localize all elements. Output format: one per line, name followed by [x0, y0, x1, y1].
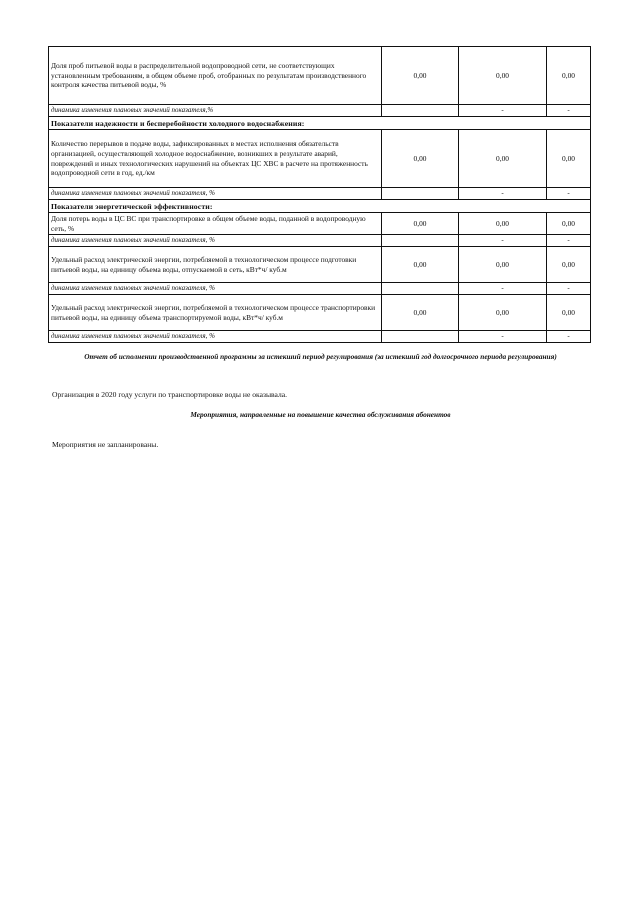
dynamics-value — [382, 331, 459, 343]
dynamics-row — [49, 188, 591, 200]
dynamics-value: - — [459, 283, 547, 295]
dynamics-value — [382, 105, 459, 117]
dynamics-value: - — [547, 283, 591, 295]
dynamics-value: - — [547, 331, 591, 343]
indicator-value: 0,00 — [547, 130, 591, 188]
indicator-label: Доля потерь воды в ЦС ВС при транспортировке в общем объеме воды, поданной в водопроводную сеть, % — [49, 213, 382, 235]
indicator-value: 0,00 — [547, 47, 591, 105]
indicator-value: 0,00 — [382, 47, 459, 105]
indicator-value: 0,00 — [382, 130, 459, 188]
dynamics-value: - — [547, 235, 591, 247]
section-title: Показатели энергетической эффективности: — [49, 200, 591, 213]
indicator-value: 0,00 — [459, 295, 547, 331]
dynamics-label: динамика изменения плановых значений показателя, % — [49, 331, 382, 343]
dynamics-row — [49, 331, 591, 343]
dynamics-row — [49, 105, 591, 117]
dynamics-value — [382, 235, 459, 247]
dynamics-value: - — [547, 188, 591, 200]
indicator-value: 0,00 — [547, 213, 591, 235]
indicator-value: 0,00 — [459, 213, 547, 235]
dynamics-value: - — [459, 331, 547, 343]
report-heading: Отчет об исполнении производственной программы за истекший период регулирования (за истекший год долгосрочного периода регулирования) — [84, 352, 557, 361]
measures-heading: Мероприятия, направленные на повышение качества обслуживания абонентов — [190, 410, 451, 419]
dynamics-value: - — [459, 105, 547, 117]
dynamics-label: динамика изменения плановых значений показателя, % — [49, 235, 382, 247]
section-row — [49, 117, 591, 130]
indicator-row — [49, 47, 591, 105]
indicator-value: 0,00 — [382, 295, 459, 331]
dynamics-value: - — [547, 105, 591, 117]
dynamics-row — [49, 283, 591, 295]
indicator-value: 0,00 — [459, 130, 547, 188]
section-title: Показатели надежности и бесперебойности холодного водоснабжения: — [49, 117, 591, 130]
indicator-value: 0,00 — [547, 247, 591, 283]
indicator-row — [49, 213, 591, 235]
indicator-label: Удельный расход электрической энергии, потребляемой в технологическом процессе подготовки питьевой воды, на единицу объема воды, отпускаемой в сеть, кВт*ч/ куб.м — [49, 247, 382, 283]
indicator-row — [49, 247, 591, 283]
indicator-value: 0,00 — [547, 295, 591, 331]
dynamics-label: динамика изменения плановых значений показателя, % — [49, 188, 382, 200]
indicator-value: 0,00 — [382, 213, 459, 235]
measures-text: Мероприятия не запланированы. — [52, 440, 159, 449]
indicator-row — [49, 295, 591, 331]
indicator-label: Удельный расход электрической энергии, потребляемой в технологическом процессе транспортировки питьевой воды, на единицу объема транспортируемой воды, кВт*ч/ куб.м — [49, 295, 382, 331]
dynamics-label: динамика изменения плановых значений показателя,% — [49, 105, 382, 117]
report-text: Организация в 2020 году услуги по транспортировке воды не оказывала. — [52, 390, 288, 399]
indicator-value: 0,00 — [382, 247, 459, 283]
indicator-value: 0,00 — [459, 47, 547, 105]
dynamics-label: динамика изменения плановых значений показателя, % — [49, 283, 382, 295]
indicator-value: 0,00 — [459, 247, 547, 283]
indicator-row — [49, 130, 591, 188]
dynamics-value: - — [459, 188, 547, 200]
section-row — [49, 200, 591, 213]
dynamics-value: - — [459, 235, 547, 247]
indicator-label: Количество перерывов в подаче воды, зафиксированных в местах исполнения обязательств организацией, осуществляющей холодное водоснабжение, возникших в результате аварий, повреждений и иных технологических нарушений на объектах ЦС ХВС в расчете на протяженность водопроводной сети в год, ед./км — [49, 130, 382, 188]
indicator-label: Доля проб питьевой воды в распределительной водопроводной сети, не соответствующих установленным требованиям, в общем объеме проб, отобранных по результатам производственного контроля качества питьевой воды, % — [49, 47, 382, 105]
dynamics-row — [49, 235, 591, 247]
dynamics-value — [382, 188, 459, 200]
dynamics-value — [382, 283, 459, 295]
indicators-table — [48, 46, 591, 343]
